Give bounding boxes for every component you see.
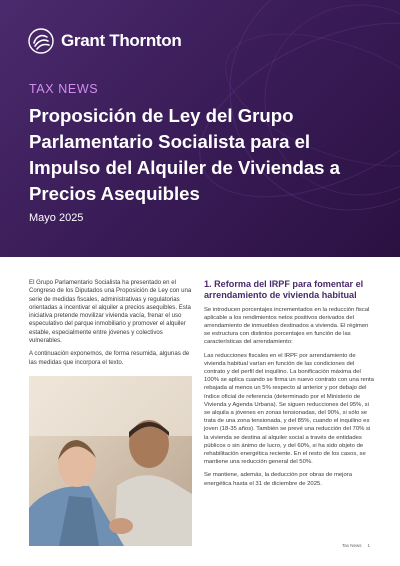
- intro-column: [29, 279, 192, 372]
- brand-name: Grant Thornton: [61, 31, 182, 50]
- tax-news-label: TAX NEWS: [29, 82, 99, 96]
- intro-paragraph-1: El Grupo Parlamentario Socialista ha presentado en el Congreso de los Diputados una Proposición de Ley con una serie de medidas fiscales, administrativas y regulatorias orientadas a incentivar el alquiler a precios asequibles. Esta iniciativa pretende movilizar vivienda vacía, frenar el uso especulativo del parque inmobiliario y promover el alquiler estable, especialmente entre jóvenes y colectivos vulnerables.: [29, 279, 192, 345]
- grant-thornton-logo-icon: [28, 28, 54, 54]
- brand-logo: [28, 28, 181, 54]
- photo-illustration: [29, 376, 192, 546]
- footer-label: Tax News: [341, 543, 362, 548]
- publication-date: Mayo 2025: [29, 212, 84, 224]
- photo-two-men: [29, 376, 192, 546]
- section-1-paragraph-1: Se introducen porcentajes incrementados en la reducción fiscal aplicable a los rendimientos netos positivos derivados del arrendamiento de inmuebles destinados a vivienda. El régimen se estructura con distintos porcentajes en función de las características del arrendamiento:: [204, 306, 370, 346]
- section-1-heading: 1. Reforma del IRPF para fomentar el arrendamiento de vivienda habitual: [204, 279, 364, 301]
- intro-paragraph-2: A continuación exponemos, de forma resumida, algunas de las medidas que incorpora el texto.: [29, 350, 190, 366]
- page-number: 1: [367, 543, 370, 548]
- page-title: Proposición de Ley del Grupo Parlamentario Socialista para el Impulso del Alquiler de Viviendas a Precios Asequibles: [29, 105, 341, 204]
- header-banner: [0, 0, 400, 257]
- page-footer: [336, 543, 370, 548]
- section-1-column: [204, 279, 374, 493]
- section-1-paragraph-2: Las reducciones fiscales en el IRPF por arrendamiento de vivienda habitual varían en función de las condiciones del contrato y del perfil del inquilino. La bonificación máxima del 100% se aplica cuando se firma un nuevo contrato con una renta rebajada al menos un 5% respecto al anterior y por debajo del índice oficial de referencia (determinado por el Ministerio de Vivienda y Agenda Urbana). Se siguen reducciones del 95%, si se alquila a jóvenes en zonas tensionadas, del 90%, si sólo se trata de una zona tensionada, y del 85%, cuando el inquilino es joven (18-35 años). También se prevé una reducción del 70% si la vivienda se destina al alquiler social a través de entidades públicos o sin ánimo de lucro, y del 60%, si ha sido objeto de rehabilitación energética reciente. En el resto de los casos, se mantiene una reducción general del 50%.: [204, 352, 374, 466]
- section-1-paragraph-3: Se mantiene, además, la deducción por obras de mejora energética hasta el 31 de diciembre de 2025.: [204, 472, 353, 487]
